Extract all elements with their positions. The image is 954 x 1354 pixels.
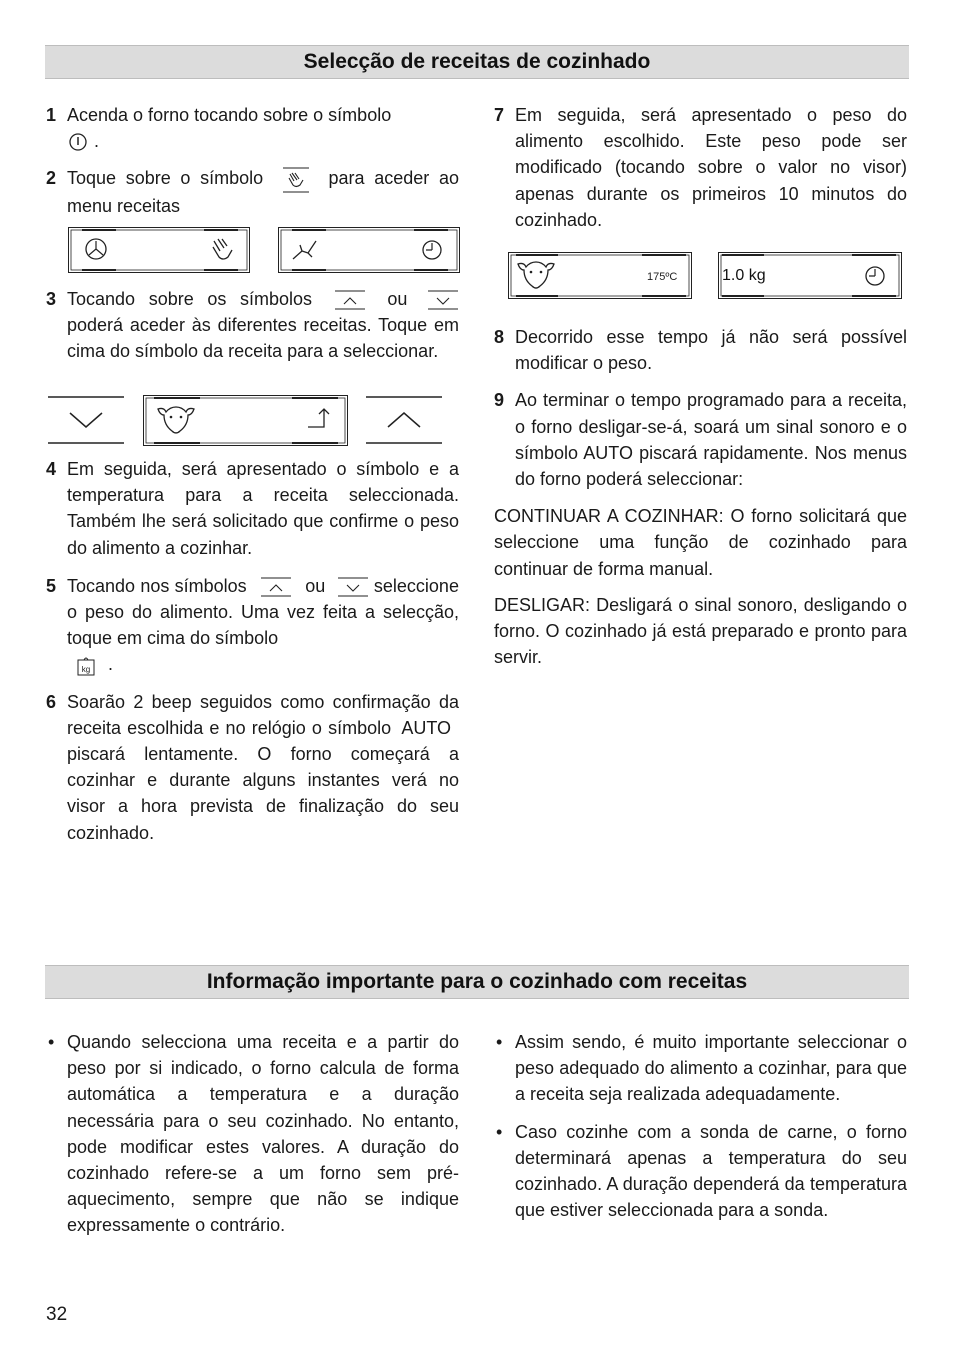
- info-bullet: • Caso cozinhe com a sonda de carne, o forno determinará apenas a temperatura do seu cozinhado. A duração dependerá da temperatura que estiver seleccionada para a sonda.: [496, 1121, 907, 1221]
- svg-text:kg: kg: [81, 664, 91, 674]
- weight-readout: 1.0 kg: [722, 267, 766, 284]
- info-left-column: [46, 1029, 459, 1250]
- recipes-hand-icon: [279, 167, 313, 193]
- info-bullet: • Quando selecciona uma receita e a partir do peso por si indicado, o forno calcula de forma automática a temperatura e a duração necessária para o seu cozinhado. No entanto, pode modificar estes valores. A duração do cozinhado refere-se a um forno sem pré-aquecimento, sempre que não se indique expressamente o contrário.: [48, 1032, 459, 1236]
- right-column-step7: [494, 102, 907, 244]
- step-6: 6 Soarão 2 beep seguidos como confirmação da receita escolhida e no relógio o símbolo AUTO piscará lentamente. O forno começará a cozinhar e durante alguns instantes verá no visor a hora prevista de finalização do seu cozinhado.: [46, 691, 459, 843]
- display-panel-recipes: [46, 395, 446, 452]
- clock-icon: [423, 241, 441, 259]
- step-5: 5 Tocando nos símbolos ou seleccione o peso do alimento. Uma vez feita a selecção, toque em cima do símbolo kg .: [46, 573, 459, 678]
- lamb-icon: [158, 407, 194, 433]
- clock-icon: [866, 267, 884, 285]
- down-arrow-icon: [427, 290, 459, 310]
- temperature-readout: 175ºC: [647, 271, 678, 283]
- nav-up-arrow: [366, 397, 442, 443]
- oven-mode-icon: [86, 239, 106, 259]
- hand-touch-icon: [213, 239, 232, 259]
- page-number: 32: [46, 1304, 68, 1325]
- section-title-recipe-selection: Selecção de receitas de cozinhado: [45, 45, 909, 79]
- left-column-steps: [46, 102, 459, 230]
- step-9: 9 Ao terminar o tempo programado para a receita, o forno desligar-se-á, soará um sinal sonoro e o símbolo AUTO piscará rapidamente. Nos menus do forno poderá seleccionar:: [494, 390, 907, 490]
- nav-down-arrow: [48, 397, 124, 443]
- section-title-important-info: Informação importante para o cozinhado com receitas: [45, 965, 909, 999]
- switch-off-paragraph: DESLIGAR: Desligará o sinal sonoro, desligando o forno. O cozinhado já está preparado e pronto para servir.: [494, 594, 907, 668]
- confirm-arrow-icon: [308, 409, 329, 427]
- display-panel-weight: [508, 252, 904, 307]
- info-right-column: [494, 1029, 907, 1234]
- left-column-step3: [46, 286, 459, 376]
- step-4: 4 Em seguida, será apresentado o símbolo e a temperatura para a receita seleccionada. Também lhe será solicitado que confirme o peso do alimento a cozinhar.: [46, 459, 459, 558]
- step-3: 3 Tocando sobre os símbolos ou poderá aceder às diferentes receitas. Toque em cima do símbolo da receita para a seleccionar.: [46, 289, 459, 362]
- down-arrow-icon: [337, 577, 369, 597]
- info-bullet: • Assim sendo, é muito importante seleccionar o peso adequado do alimento a cozinhar, para que a receita seja realizada adequadamente.: [496, 1032, 907, 1105]
- display-panel-menu: [68, 227, 460, 280]
- recipe-display-box: [144, 396, 348, 446]
- right-column-steps-8-9: [494, 324, 907, 680]
- power-icon: [67, 132, 89, 152]
- up-arrow-icon: [260, 577, 292, 597]
- step-7: 7 Em seguida, será apresentado o peso do alimento escolhido. Este peso pode ser modificado (tocando sobre o valor no visor) apenas durante os primeiros 10 minutos do cozinhado.: [494, 105, 907, 230]
- weight-kg-icon: [75, 655, 97, 677]
- step-1: 1 Acenda o forno tocando sobre o símbolo .: [46, 105, 392, 152]
- up-arrow-icon: [334, 290, 366, 310]
- left-column-steps-4-6: [46, 456, 459, 857]
- auto-symbol: AUTO: [401, 717, 451, 738]
- lamb-icon: [518, 262, 554, 288]
- continue-cooking-paragraph: CONTINUAR A COZINHAR: O forno solicitará que seleccione uma função de cozinhado para continuar de forma manual.: [494, 506, 907, 579]
- step-2: 2 Toque sobre o símbolo para aceder ao menu receitas: [46, 168, 459, 216]
- step-8: 8 Decorrido esse tempo já não será possível modificar o peso.: [494, 327, 907, 374]
- probe-icon: [293, 241, 316, 259]
